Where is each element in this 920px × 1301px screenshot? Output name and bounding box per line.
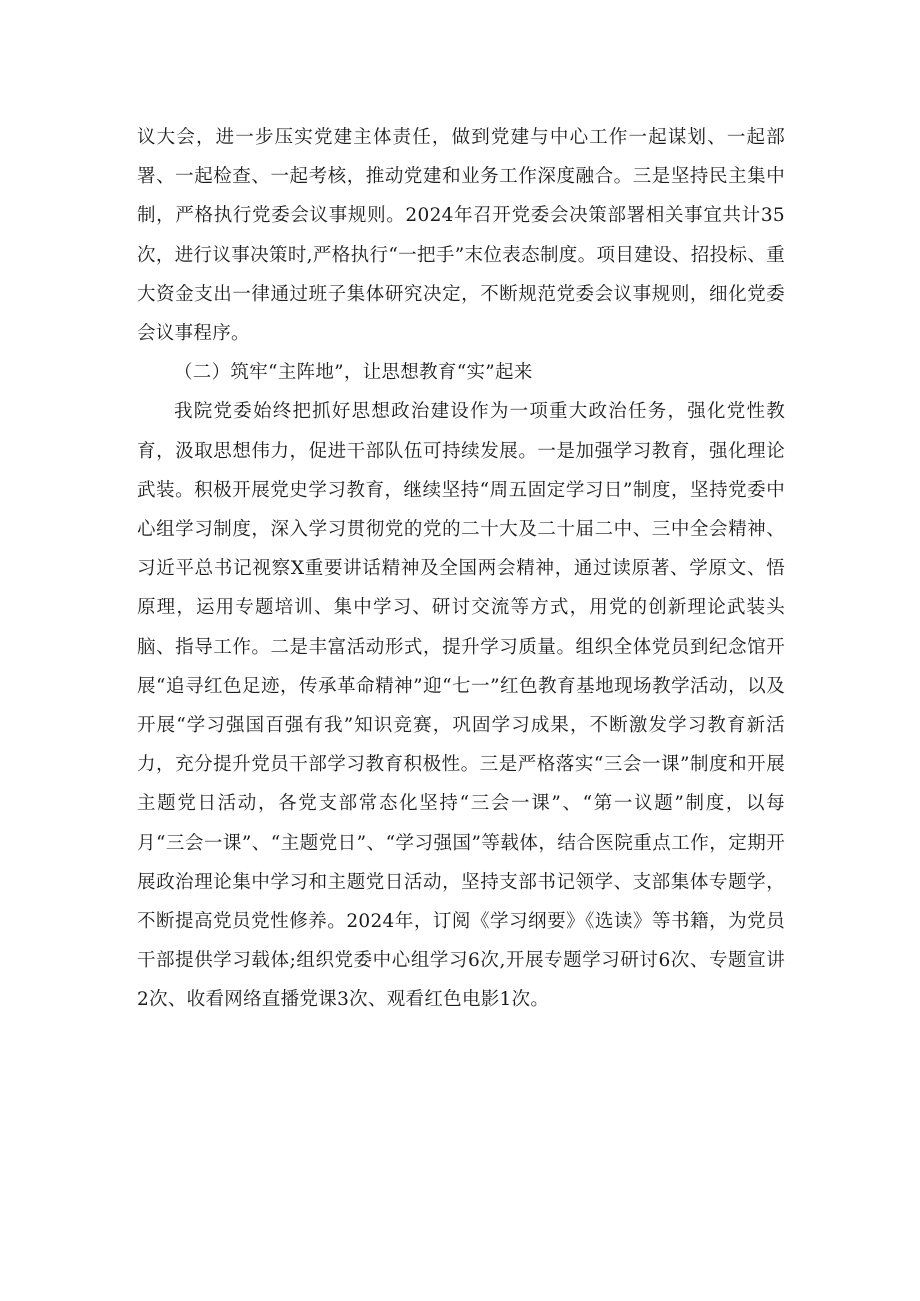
section-heading: （二）筑牢“主阵地”，让思想教育“实”起来 (174, 362, 533, 384)
document-body (137, 118, 785, 1020)
paragraph-continued: 议大会，进一步压实党建主体责任，做到党建与中心工作一起谋划、一起部署、一起检查、一起考核，推动党建和业务工作深度融合。三是坚持民主集中制，严格执行党委会议事规则。2024年召开党委会决策部署相关事宜共计35次，进行议事决策时,严格执行“一把手”末位表态制度。项目建设、招投标、重大资金支出一律通过班子集体研究决定，不断规范党委会议事规则，细化党委会议事程序。 (137, 127, 785, 345)
paragraph-main: 我院党委始终把抓好思想政治建设作为一项重大政治任务，强化党性教育，汲取思想伟力，促进干部队伍可持续发展。一是加强学习教育，强化理论武装。积极开展党史学习教育，继续坚持“周五固定学习日”制度，坚持党委中心组学习制度，深入学习贯彻党的党的二十大及二十届二中、三中全会精神、习近平总书记视察X重要讲话精神及全国两会精神，通过读原著、学原文、悟原理，运用专题培训、集中学习、研讨交流等方式，用党的创新理论武装头脑、指导工作。二是丰富活动形式，提升学习质量。组织全体党员到纪念馆开展“追寻红色足迹，传承革命精神”迎“七一”红色教育基地现场教学活动，以及开展“学习强国百强有我”知识竞赛，巩固学习成果，不断激发学习教育新活力，充分提升党员干部学习教育积极性。三是严格落实“三会一课”制度和开展主题党日活动，各党支部常态化坚持“三会一课”、“第一议题”制度，以每月“三会一课”、“主题党日”、“学习强国”等载体，结合医院重点工作，定期开展政治理论集中学习和主题党日活动，坚持支部书记领学、支部集体专题学，不断提高党员党性修养。2024年，订阅《学习纲要》《选读》等书籍，为党员干部提供学习载体;组织党委中心组学习6次,开展专题学习研讨6次、专题宣讲2次、收看网络直播党课3次、观看红色电影1次。 (137, 401, 785, 1011)
